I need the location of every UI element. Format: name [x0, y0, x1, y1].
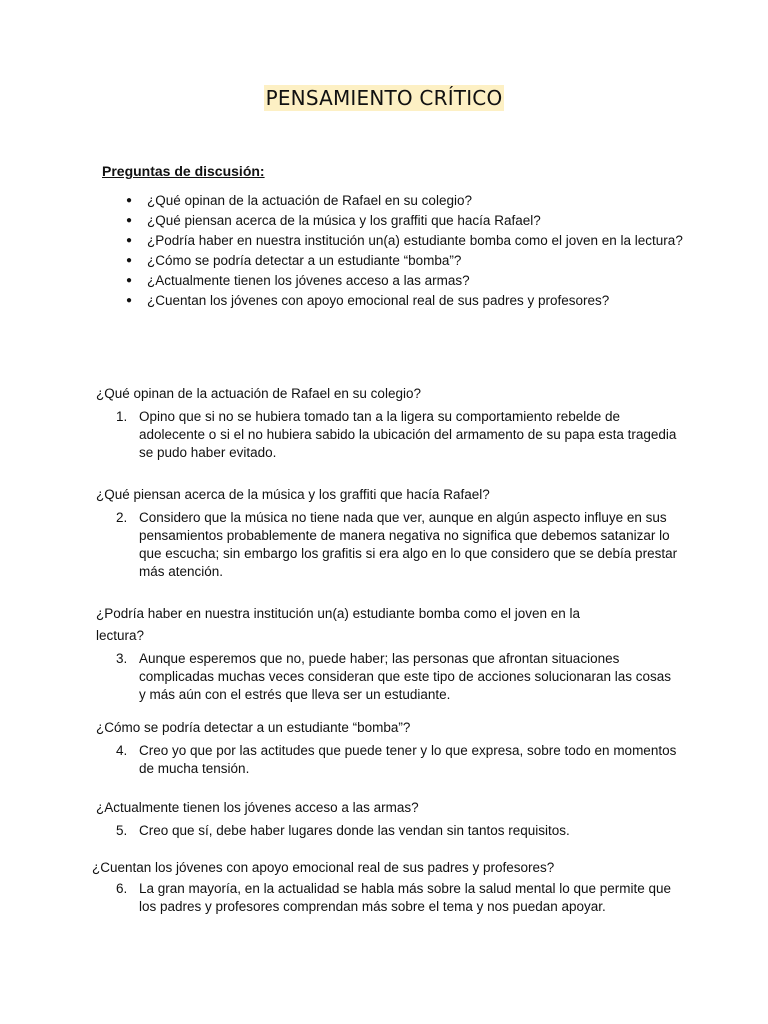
bullet-item: ● ¿Cómo se podría detectar a un estudiante “bomba”? [126, 251, 686, 271]
answer-3 [96, 650, 681, 704]
bullet-item: ● ¿Podría haber en nuestra institución un(a) estudiante bomba como el joven en la lectura? [126, 231, 686, 251]
answer-number: 5. [116, 823, 128, 838]
answer-number: 3. [116, 651, 128, 666]
answer-text: Creo que sí, debe haber lugares donde las vendan sin tantos requisitos. [139, 823, 570, 838]
bullet-item: ● ¿Qué opinan de la actuación de Rafael en su colegio? [126, 191, 686, 211]
question-4: ¿Cómo se podría detectar a un estudiante “bomba”? [96, 720, 411, 735]
answer-number: 6. [116, 881, 128, 896]
qa-block-3 [96, 603, 681, 704]
page-title: PENSAMIENTO CRÍTICO [265, 86, 503, 110]
answer-4 [96, 742, 681, 778]
qa-block-6 [92, 858, 682, 916]
discussion-questions-list [126, 191, 686, 311]
answer-5 [96, 822, 681, 840]
qa-block-1 [96, 384, 681, 462]
answer-text: Creo yo que por las actitudes que puede tener y lo que expresa, sobre todo en momentos de mucha tensión. [139, 743, 677, 776]
question-6: ¿Cuentan los jóvenes con apoyo emocional real de sus padres y profesores? [92, 860, 555, 875]
answer-number: 4. [116, 743, 128, 758]
bullet-item: ● ¿Actualmente tienen los jóvenes acceso a las armas? [126, 271, 686, 291]
answer-text: Aunque esperemos que no, puede haber; las personas que afrontan situaciones complicadas muchas veces consideran que este tipo de acciones solucionaran las cosas y más aún con el estrés que lleva ser un estudiante. [139, 651, 672, 702]
answer-text: La gran mayoría, en la actualidad se habla más sobre la salud mental lo que permite que los padres y profesores comprendan más sobre el tema y nos puedan apoyar. [139, 881, 672, 914]
question-1: ¿Qué opinan de la actuación de Rafael en su colegio? [96, 386, 421, 401]
bullet-item: ● ¿Qué piensan acerca de la música y los graffiti que hacía Rafael? [126, 211, 686, 231]
discussion-heading: Preguntas de discusión: [102, 163, 265, 179]
qa-block-2 [96, 485, 681, 581]
title-container [0, 85, 768, 111]
answer-number: 1. [116, 409, 128, 424]
question-3: ¿Podría haber en nuestra institución un(a) estudiante bomba como el joven en la lectura? [96, 606, 581, 643]
answer-text: Opino que si no se hubiera tomado tan a la ligera su comportamiento rebelde de adolecente o si el no hubiera sabido la ubicación del armamento de su papa esta tragedia se pudo haber evitado. [139, 409, 677, 460]
answer-1 [96, 408, 681, 462]
answer-6 [92, 880, 682, 916]
qa-block-5 [96, 798, 681, 840]
qa-block-4 [96, 718, 681, 778]
answer-number: 2. [116, 510, 128, 525]
question-2: ¿Qué piensan acerca de la música y los graffiti que hacía Rafael? [96, 487, 490, 502]
answer-text: Considero que la música no tiene nada que ver, aunque en algún aspecto influye en sus pensamientos probablemente de manera negativa no significa que debemos satanizar lo que escucha; sin embargo los grafitis si era algo en lo que considero que se debía prestar más atención. [139, 510, 678, 579]
answer-2 [96, 509, 681, 581]
bullet-item: ● ¿Cuentan los jóvenes con apoyo emocional real de sus padres y profesores? [126, 291, 686, 311]
question-5: ¿Actualmente tienen los jóvenes acceso a las armas? [96, 800, 419, 815]
